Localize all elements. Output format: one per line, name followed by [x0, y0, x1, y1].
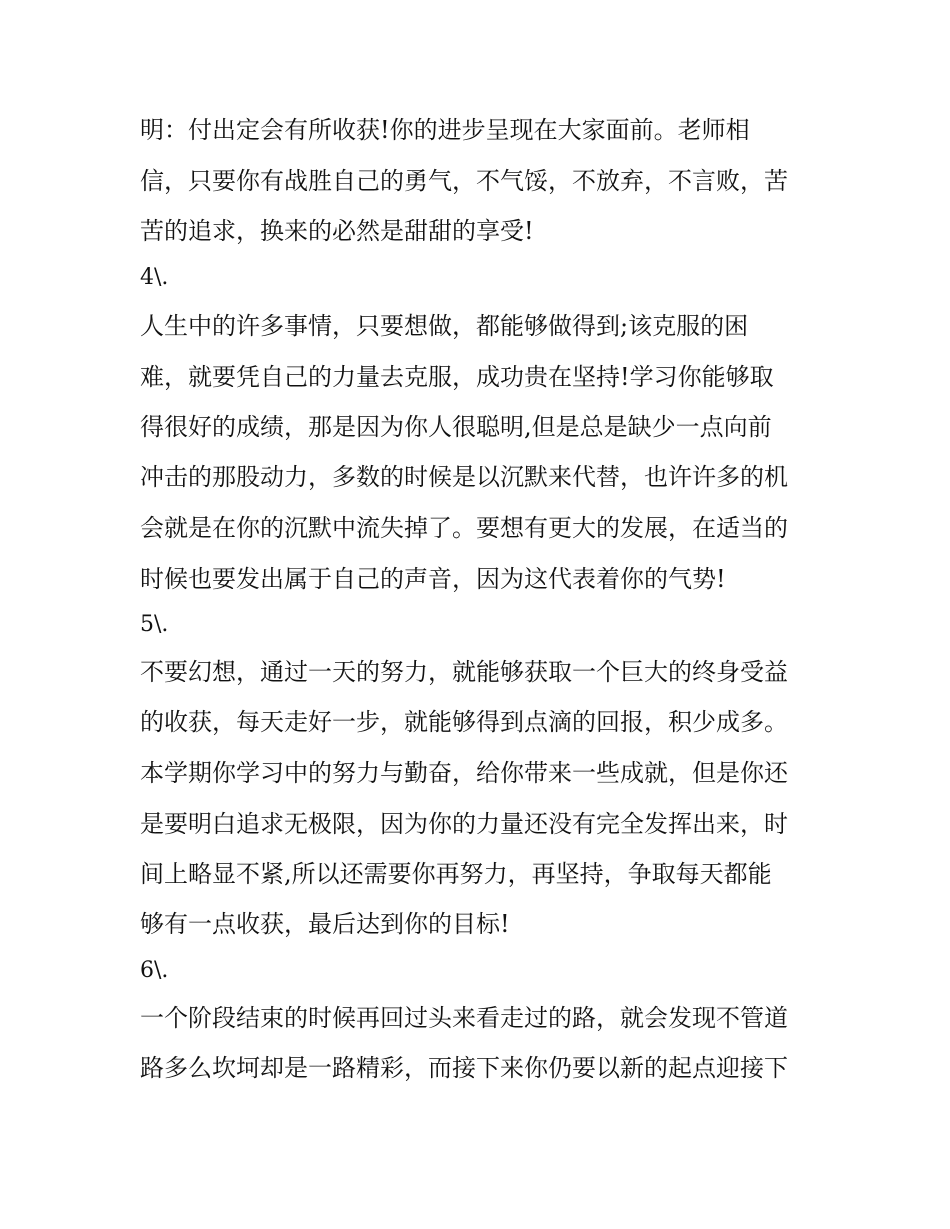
- paragraph-line: 一个阶段结束的时候再回过头来看走过的路，就会发现不管道: [140, 1004, 788, 1032]
- paragraph-line: 是要明白追求无极限，因为你的力量还没有完全发挥出来，时: [140, 810, 788, 838]
- section-number: 5\.: [140, 612, 169, 637]
- paragraph-line: 人生中的许多事情，只要想做，都能够做得到;该克服的困: [140, 312, 749, 340]
- paragraph-line: 的收获，每天走好一步，就能够得到点滴的回报，积少成多。: [140, 708, 788, 736]
- paragraph-line: 苦的追求，换来的必然是甜甜的享受!: [140, 217, 534, 245]
- paragraph-line: 难，就要凭自己的力量去克服，成功贵在坚持!学习你能够取: [140, 363, 774, 391]
- section-number: 6\.: [140, 958, 169, 983]
- paragraph-line: 够有一点收获，最后达到你的目标!: [140, 910, 510, 938]
- section-number: 4\.: [140, 265, 169, 290]
- paragraph-line: 明：付出定会有所收获!你的进步呈现在大家面前。老师相: [140, 116, 750, 144]
- paragraph-line: 不要幻想，通过一天的努力，就能够获取一个巨大的终身受益: [140, 658, 788, 686]
- paragraph-line: 间上略显不紧,所以还需要你再努力，再坚持，争取每天都能: [140, 860, 772, 888]
- paragraph-line: 本学期你学习中的努力与勤奋，给你带来一些成就，但是你还: [140, 759, 788, 787]
- paragraph-line: 路多么坎坷却是一路精彩，而接下来你仍要以新的起点迎接下: [140, 1054, 788, 1082]
- paragraph-line: 会就是在你的沉默中流失掉了。要想有更大的发展，在适当的: [140, 514, 788, 542]
- paragraph-line: 时候也要发出属于自己的声音，因为这代表着你的气势!: [140, 565, 726, 593]
- paragraph-line: 信，只要你有战胜自己的勇气，不气馁，不放弃，不言败，苦: [140, 167, 788, 195]
- paragraph-line: 得很好的成绩，那是因为你人很聪明,但是总是缺少一点向前: [140, 413, 772, 441]
- paragraph-line: 冲击的那股动力，多数的时候是以沉默来代替，也许许多的机: [140, 463, 788, 491]
